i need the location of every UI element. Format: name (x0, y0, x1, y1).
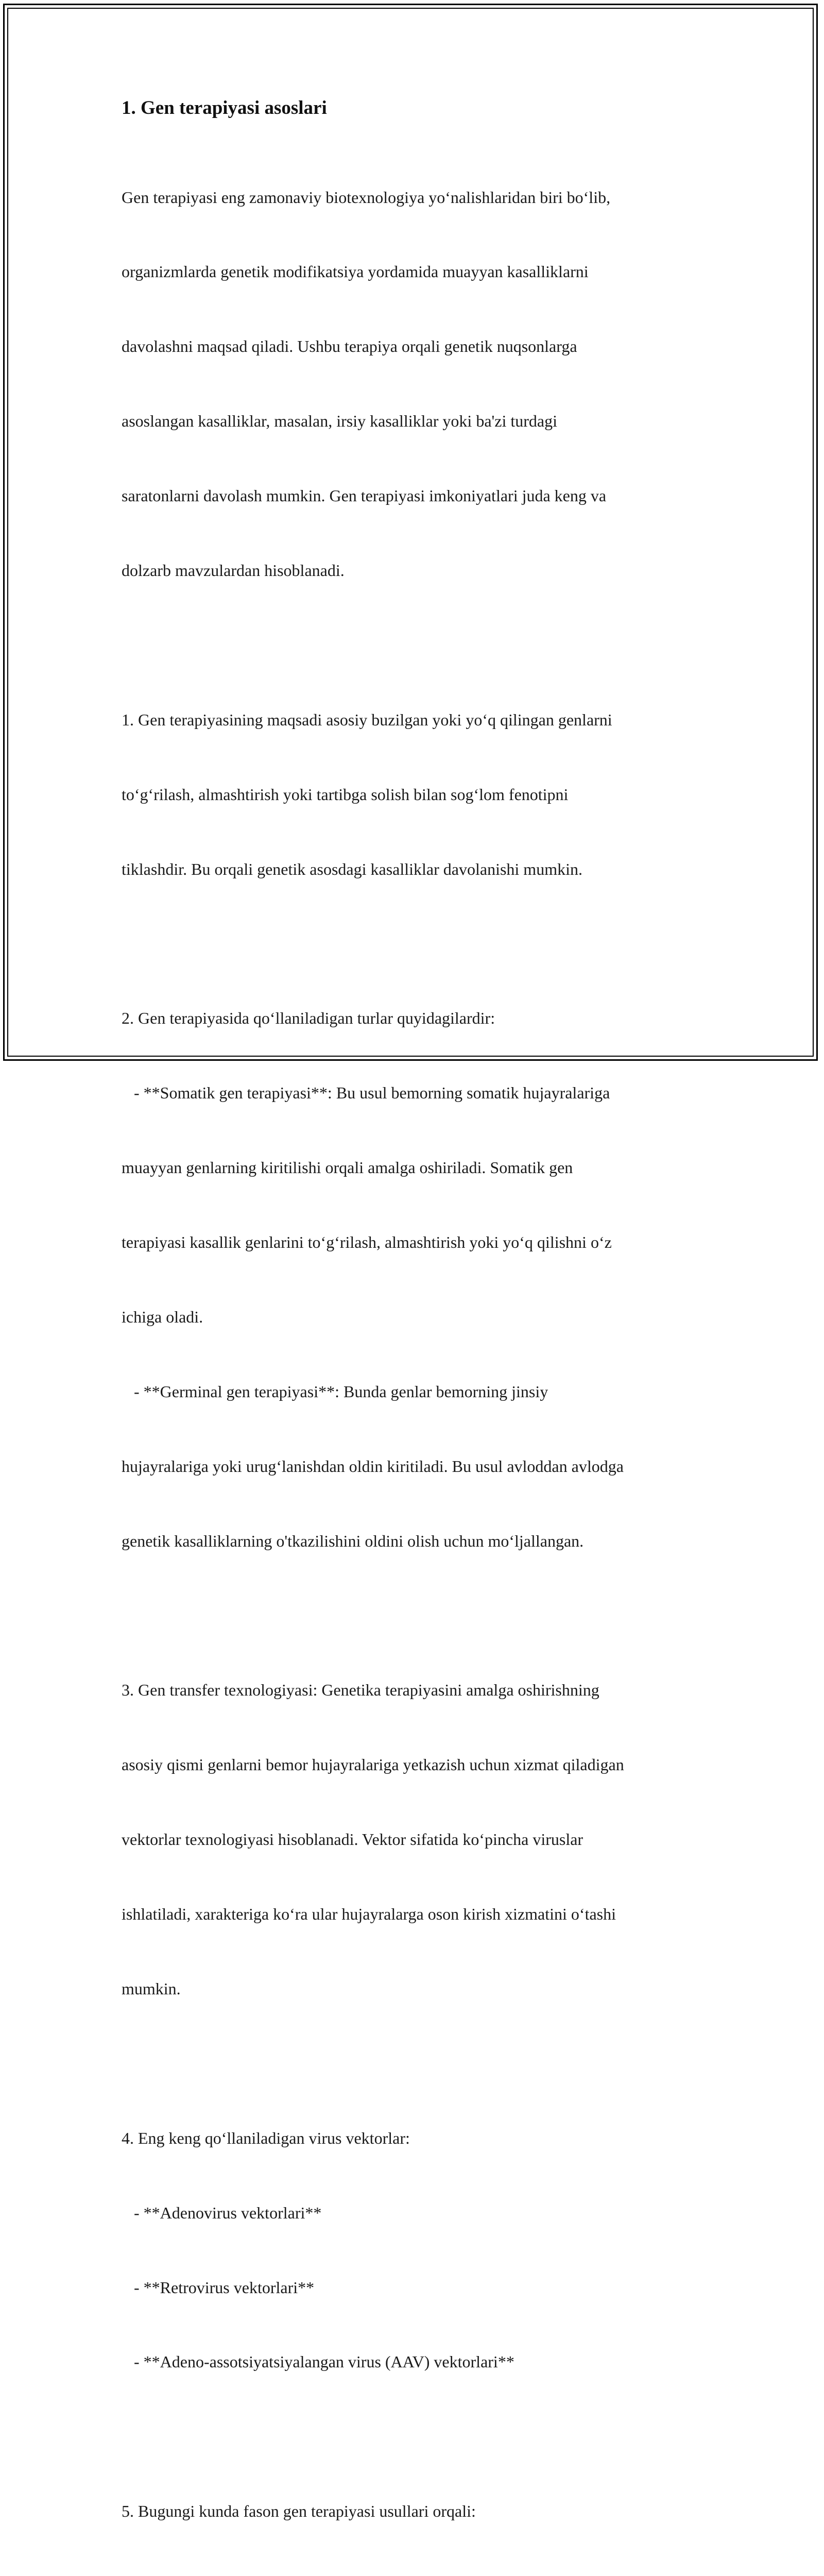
text-line: - **Somatik gen terapiyasi**: Bu usul bemorning somatik hujayralariga (122, 1083, 610, 1103)
text-line: ishlatiladi, xarakteriga ko‘ra ular hujayralarga oson kirish xizmatini o‘tashi (122, 1905, 616, 1924)
text-line: 1. Gen terapiyasining maqsadi asosiy buzilgan yoki yo‘q qilingan genlarni (122, 710, 612, 729)
text-line: 5. Bugungi kunda fason gen terapiyasi usullari orqali: (122, 2502, 476, 2521)
text-line: 4. Eng keng qo‘llaniladigan virus vektorlar: (122, 2128, 410, 2147)
list-item: - **Adenovirus vektorlari** (122, 2203, 322, 2222)
list-item (122, 2573, 709, 2576)
intro-paragraph (122, 135, 709, 633)
section-heading: 1. Gen terapiyasi asoslari (122, 97, 327, 118)
text-line: - **Germinal gen terapiyasi**: Bunda genlar bemorning jinsiy (122, 1382, 548, 1401)
document-body (122, 96, 709, 2576)
text-line: asoslangan kasalliklar, masalan, irsiy kasalliklar yoki ba'zi turdagi (122, 412, 558, 431)
list-item: - **Retrovirus vektorlari** (122, 2278, 315, 2297)
list-item: - **Adeno-assotsiyatsiyalangan virus (AAV) vektorlari** (122, 2352, 514, 2371)
text-line: ichiga oladi. (122, 1307, 203, 1326)
point-1-paragraph (122, 657, 709, 931)
text-line: organizmlarda genetik modifikatsiya yordamida muayyan kasalliklarni (122, 262, 589, 281)
text-line: saratonlarni davolash mumkin. Gen terapiyasi imkoniyatlari juda keng va (122, 486, 607, 505)
text-line: 3. Gen transfer texnologiyasi: Genetika terapiyasini amalga oshirishning (122, 1681, 599, 1700)
text-line: hujayralariga yoki urug‘lanishdan oldin kiritiladi. Bu usul avloddan avlodga (122, 1456, 624, 1476)
point-2-paragraph (122, 956, 709, 1603)
text-line: muayyan genlarning kiritilishi orqali amalga oshiriladi. Somatik gen (122, 1158, 573, 1177)
text-line: terapiyasi kasallik genlarini to‘g‘rilash, almashtirish yoki yo‘q qilishni o‘z (122, 1233, 612, 1252)
text-line: to‘g‘rilash, almashtirish yoki tartibga solish bilan sog‘lom fenotipni (122, 785, 569, 804)
text-line: genetik kasalliklarning o'tkazilishini oldini olish uchun mo‘ljallangan. (122, 1531, 584, 1550)
text-line: asosiy qismi genlarni bemor hujayralariga yetkazish uchun xizmat qiladigan (122, 1755, 624, 1774)
text-line: davolashni maqsad qiladi. Ushbu terapiya orqali genetik nuqsonlarga (122, 337, 577, 356)
text-line: Gen terapiyasi eng zamonaviy biotexnologiya yo‘nalishlaridan biri bo‘lib, (122, 188, 611, 207)
text-line: dolzarb mavzulardan hisoblanadi. (122, 561, 345, 580)
text-line: mumkin. (122, 1979, 181, 1998)
text-line: tiklashdir. Bu orqali genetik asosdagi kasalliklar davolanishi mumkin. (122, 859, 582, 878)
point-3-paragraph (122, 1628, 709, 2051)
point-5-paragraph (122, 2449, 709, 2576)
point-4-paragraph (122, 2076, 709, 2424)
text-line: 2. Gen terapiyasida qo‘llaniladigan turlar quyidagilardir: (122, 1009, 495, 1028)
text-line: vektorlar texnologiyasi hisoblanadi. Vektor sifatida ko‘pincha viruslar (122, 1830, 583, 1849)
